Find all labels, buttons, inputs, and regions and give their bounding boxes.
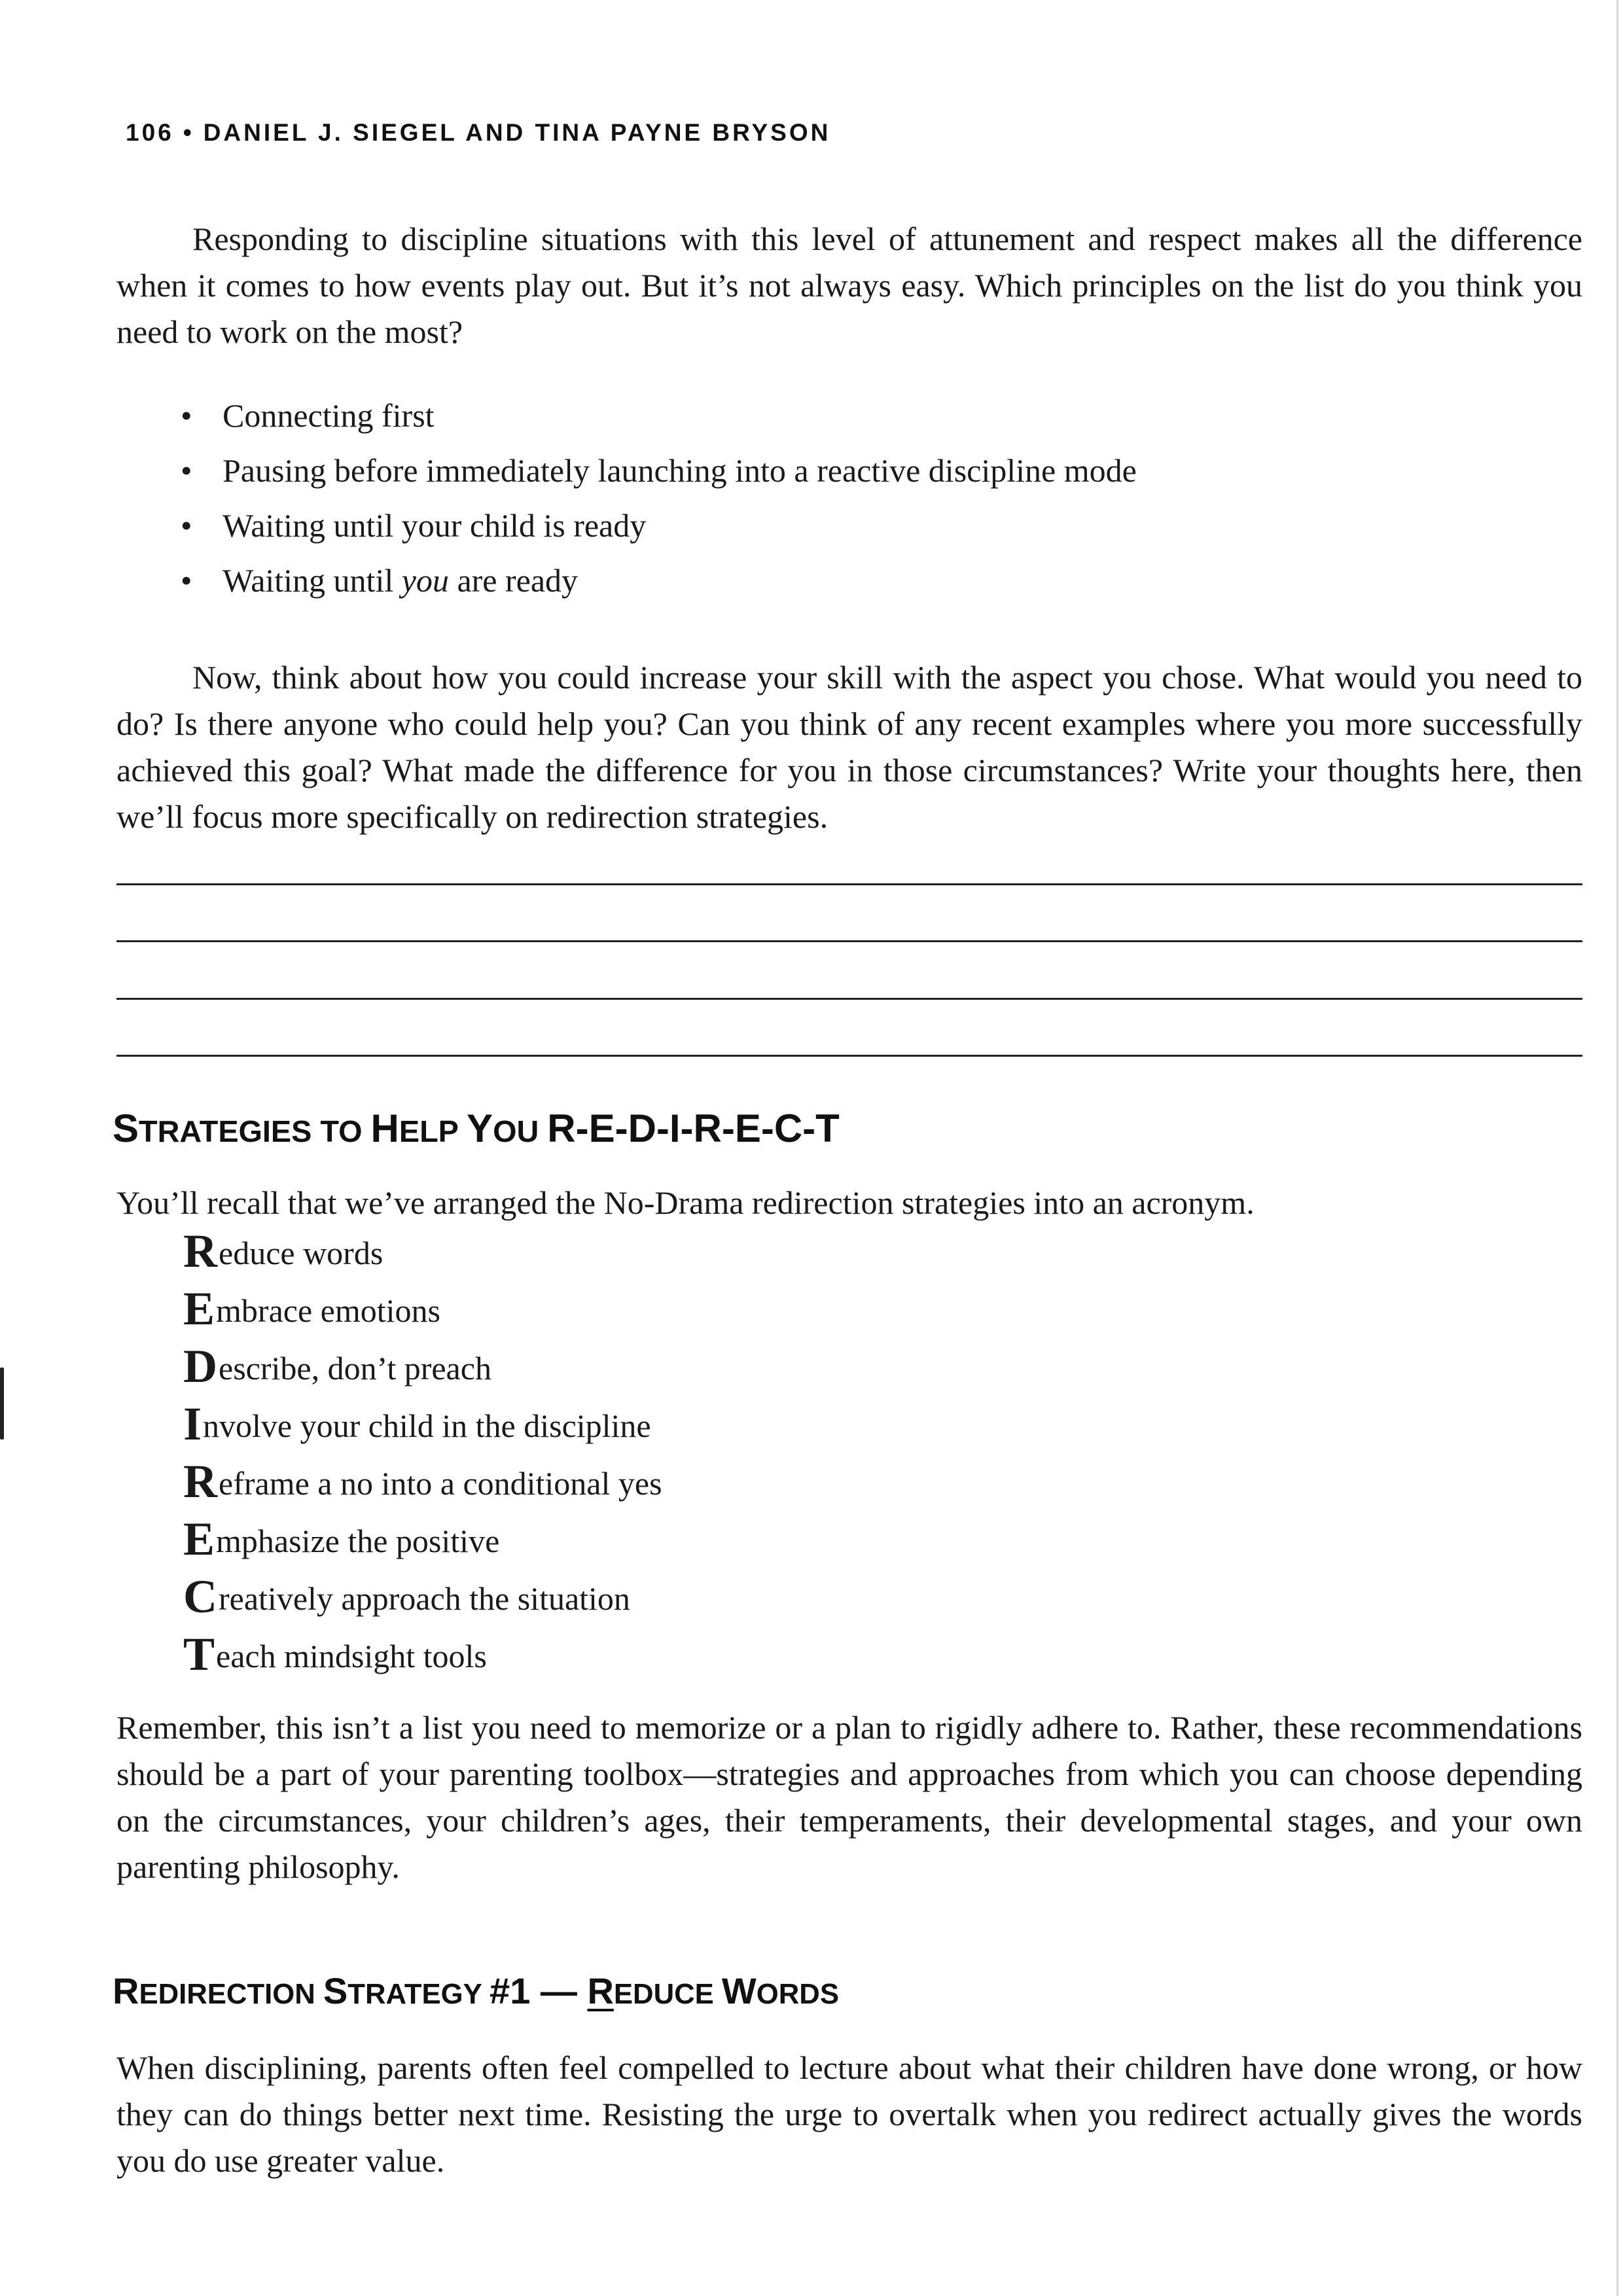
redirect-acronym-list bbox=[183, 1224, 662, 1684]
acronym-item: Emphasize the positive bbox=[183, 1513, 500, 1565]
acronym-letter: C bbox=[183, 1570, 217, 1623]
acronym-letter: R bbox=[183, 1455, 217, 1508]
acronym-item: Involve your child in the discipline bbox=[183, 1398, 651, 1450]
acronym-letter: D bbox=[183, 1340, 217, 1392]
strategy-1-heading: REDIRECTION STRATEGY #1 — REDUCE WORDS bbox=[113, 1970, 839, 2011]
running-head bbox=[126, 119, 830, 147]
principle-text-end: are ready bbox=[448, 562, 579, 599]
page-edge-shadow bbox=[1616, 0, 1618, 2296]
acronym-letter: R bbox=[183, 1225, 217, 1277]
acronym-item: Describe, don’t preach bbox=[183, 1340, 491, 1392]
acronym-item: Reframe a no into a conditional yes bbox=[183, 1455, 662, 1508]
acronym-item: Reduce words bbox=[183, 1225, 383, 1277]
acronym-title: R-E-D-I-R-E-C-T bbox=[547, 1106, 840, 1150]
principle-item: • Connecting first bbox=[181, 388, 1137, 443]
principles-list bbox=[181, 388, 1137, 608]
acronym-letter: T bbox=[183, 1628, 215, 1680]
acronym-letter: E bbox=[183, 1513, 215, 1565]
acronym-intro: You’ll recall that we’ve arranged the No-Drama redirection strategies into an acronym. bbox=[116, 1184, 1255, 1221]
scan-margin-mark bbox=[0, 1368, 4, 1439]
section-heading-redirect: STRATEGIES TO HELP YOU R-E-D-I-R-E-C-T bbox=[113, 1106, 840, 1150]
principle-item: • Pausing before immediately launching into a reactive discipline mode bbox=[181, 443, 1137, 498]
acronym-item: Embrace emotions bbox=[183, 1282, 440, 1335]
writing-line-4[interactable] bbox=[116, 1055, 1582, 1057]
remember-paragraph: Remember, this isn’t a list you need to memorize or a plan to rigidly adhere to. Rather, these recommendations should be a part of your parenting toolbox—strategies and approaches from which you can choose depending on the circumstances, your children’s ages, their temperaments, their developmental stages, and your own parenting philosophy. bbox=[116, 1709, 1582, 1885]
principle-emphasis: you bbox=[401, 562, 449, 599]
principle-text: Waiting until bbox=[223, 562, 402, 599]
author-names: DANIEL J. SIEGEL AND TINA PAYNE BRYSON bbox=[203, 119, 831, 146]
writing-line-1[interactable] bbox=[116, 883, 1582, 885]
principle-item bbox=[181, 553, 1137, 608]
page-number: 106 bbox=[126, 119, 174, 146]
acronym-item: Teach mindsight tools bbox=[183, 1628, 487, 1680]
acronym-item: Creatively approach the situation bbox=[183, 1570, 630, 1623]
head-separator: • bbox=[183, 119, 194, 146]
writing-line-2[interactable] bbox=[116, 940, 1582, 942]
acronym-letter: E bbox=[183, 1282, 215, 1335]
acronym-letter: I bbox=[183, 1398, 202, 1450]
principle-item: • Waiting until your child is ready bbox=[181, 498, 1137, 553]
reflection-paragraph: Now, think about how you could increase your skill with the aspect you chose. What would you need to do? Is there anyone who could help you? Can you think of any recent examples where you more successfully achieved this goal? What made the difference for you in those circumstances? Write your thoughts here, then we’ll focus more specifically on redirection strategies. bbox=[116, 659, 1582, 835]
strategy-1-paragraph: When disciplining, parents often feel compelled to lecture about what their children have done wrong, or how they can do things better next time. Resisting the urge to overtalk when you redirect actually gives the words you do use greater value. bbox=[116, 2049, 1582, 2179]
writing-line-3[interactable] bbox=[116, 998, 1582, 1000]
intro-paragraph: Responding to discipline situations with this level of attunement and respect makes all the difference when it comes to how events play out. But it’s not always easy. Which principles on the list do you think you need to work on the most? bbox=[116, 221, 1582, 350]
